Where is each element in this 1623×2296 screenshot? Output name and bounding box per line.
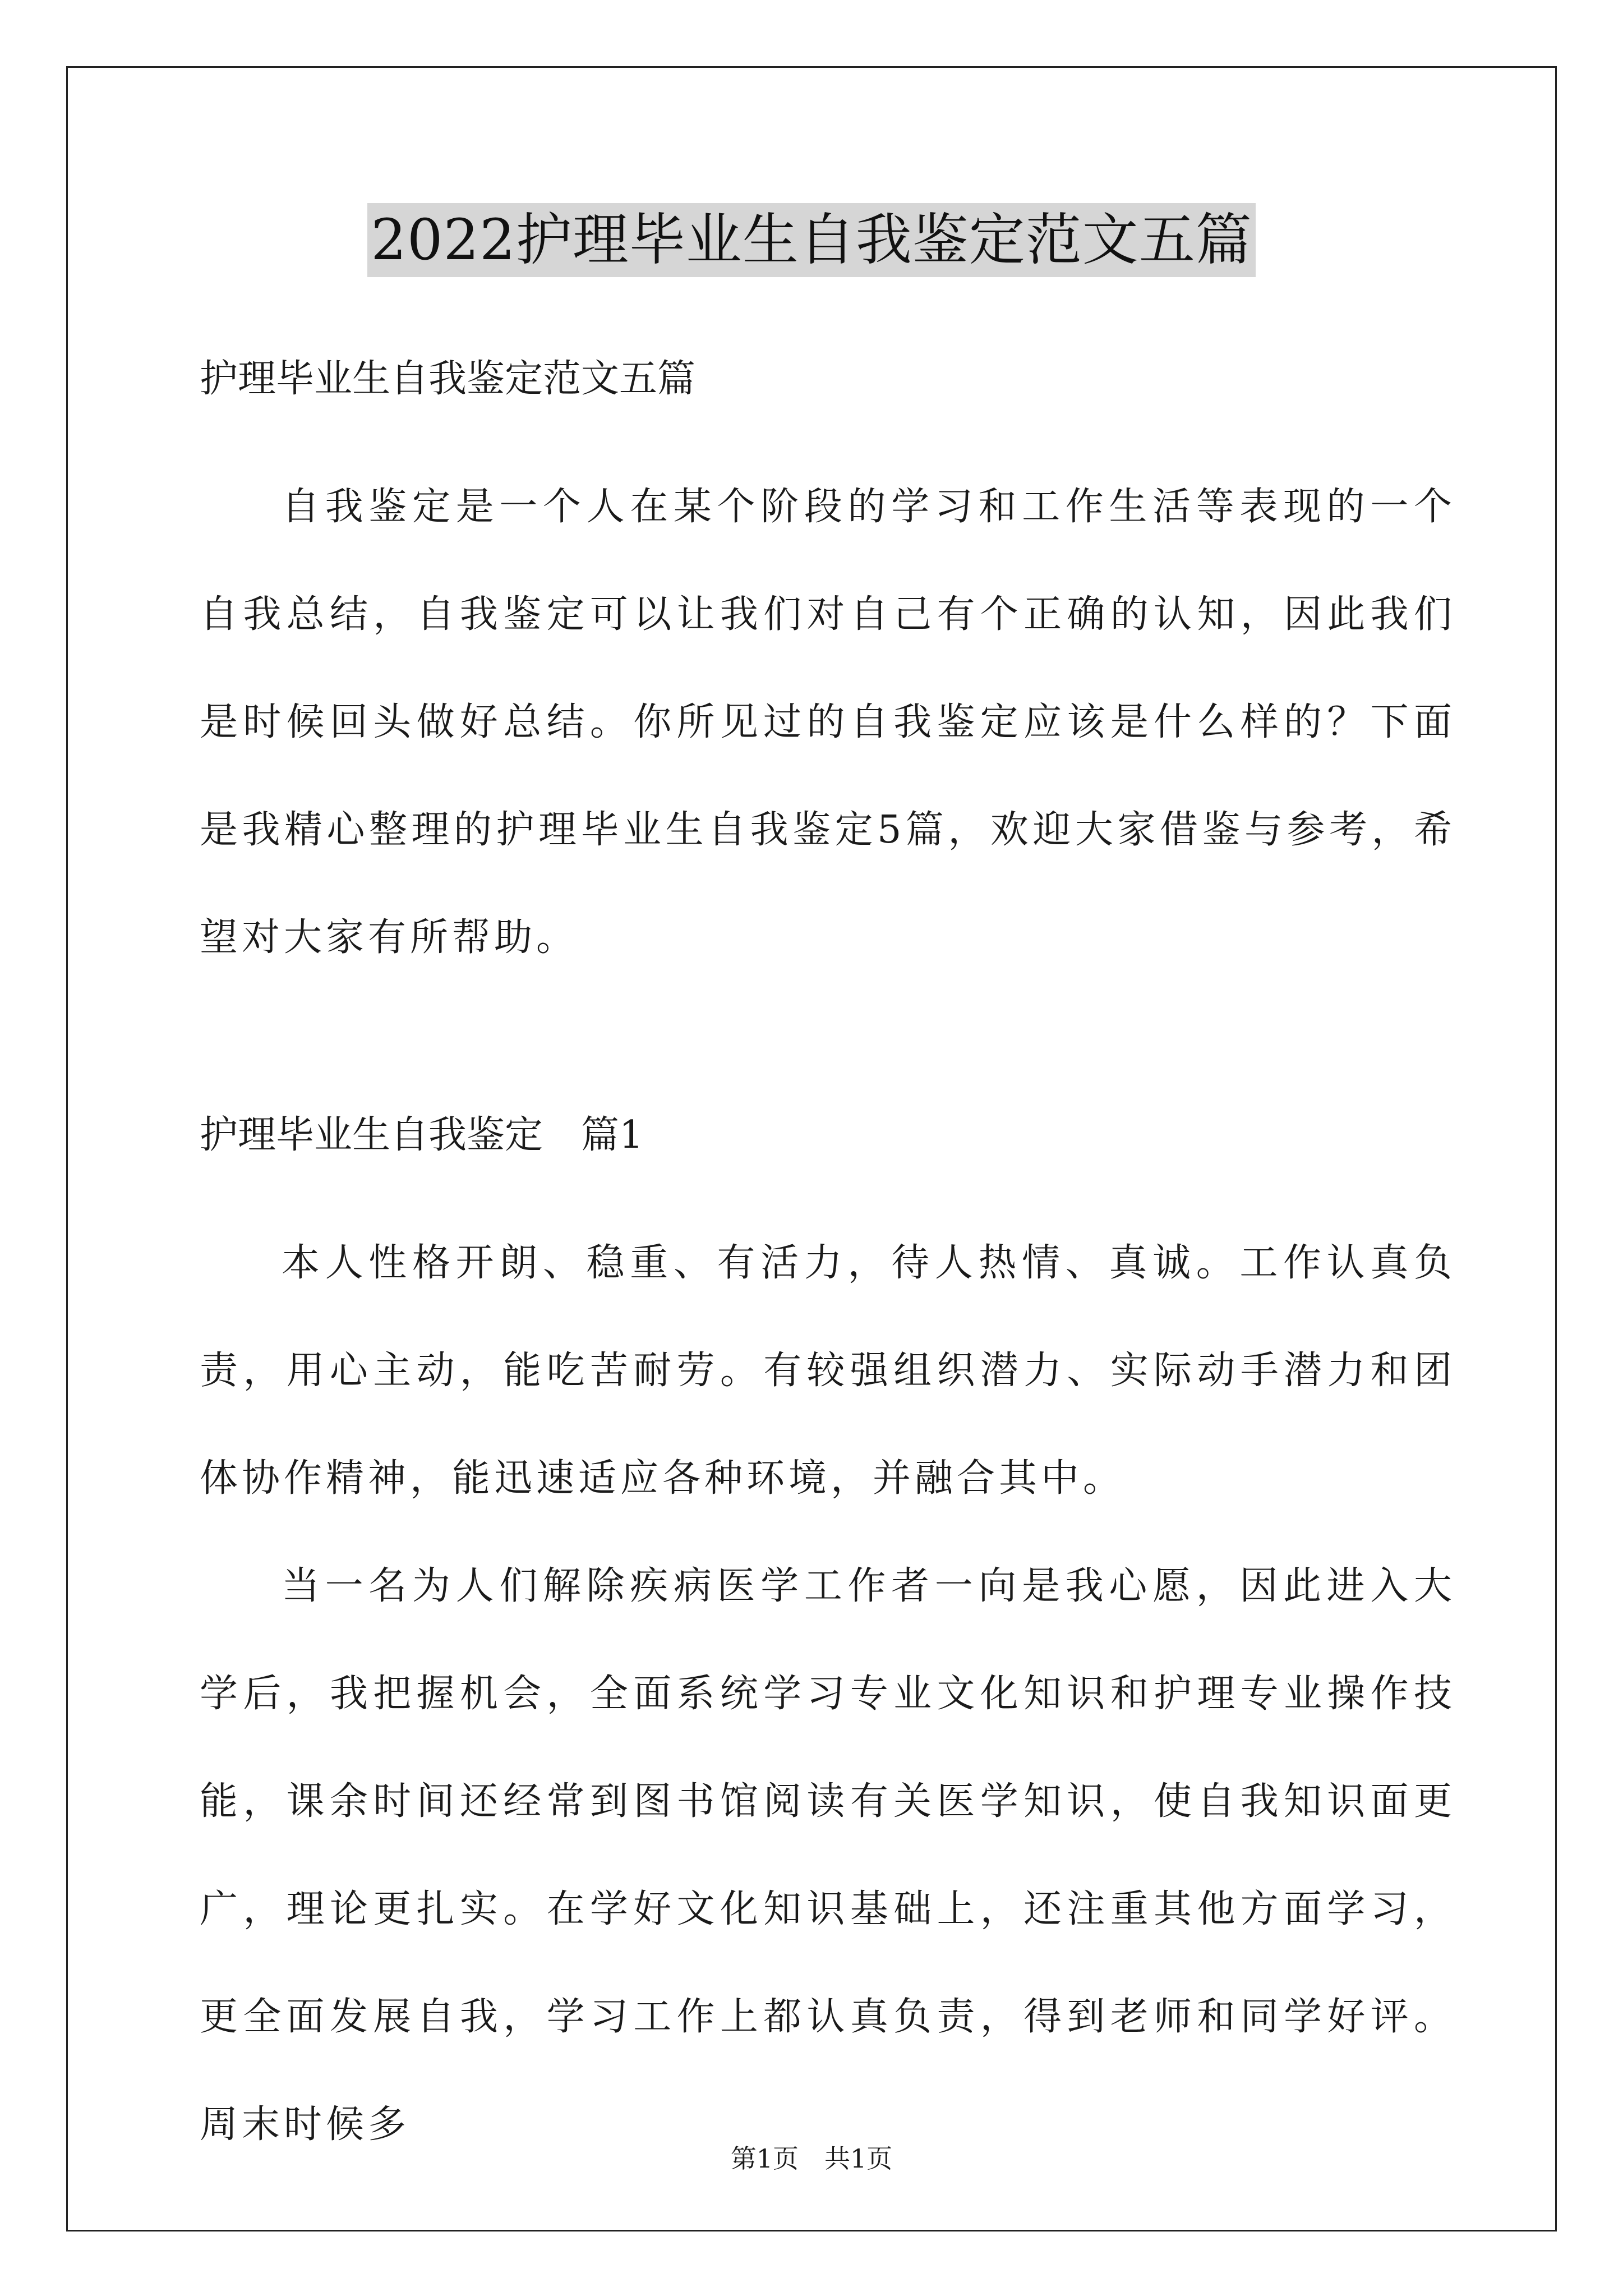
document-body — [200, 314, 1456, 2179]
title-container — [0, 203, 1623, 277]
document-subtitle: 护理毕业生自我鉴定范文五篇 — [200, 357, 696, 401]
document-title: 2022护理毕业生自我鉴定范文五篇 — [367, 203, 1256, 277]
section-paragraph: 当一名为人们解除疾病医学工作者一向是我心愿，因此进入大学后，我把握机会，全面系统学习专业文化知识和护理专业操作技能，课余时间还经常到图书馆阅读有关医学知识，使自我知识面更广，理论更扎实。在学好文化知识基础上，还注重其他方面学习，更全面发展自我，学习工作上都认真负责，得到老师和同学好评。周末时候多 — [200, 1564, 1456, 2147]
section-heading: 护理毕业生自我鉴定 篇1 — [200, 1113, 644, 1157]
page-footer: 第1页 共1页 — [730, 2143, 893, 2174]
intro-paragraph: 自我鉴定是一个人在某个阶段的学习和工作生活等表现的一个自我总结，自我鉴定可以让我们对自己有个正确的认知，因此我们是时候回头做好总结。你所见过的自我鉴定应该是什么样的？下面是我精心整理的护理毕业生自我鉴定5篇，欢迎大家借鉴与参考，希望对大家有所帮助。 — [200, 485, 1456, 960]
section-paragraph: 本人性格开朗、稳重、有活力，待人热情、真诚。工作认真负责，用心主动，能吃苦耐劳。有较强组织潜力、实际动手潜力和团体协作精神，能迅速适应各种环境，并融合其中。 — [200, 1241, 1456, 1501]
